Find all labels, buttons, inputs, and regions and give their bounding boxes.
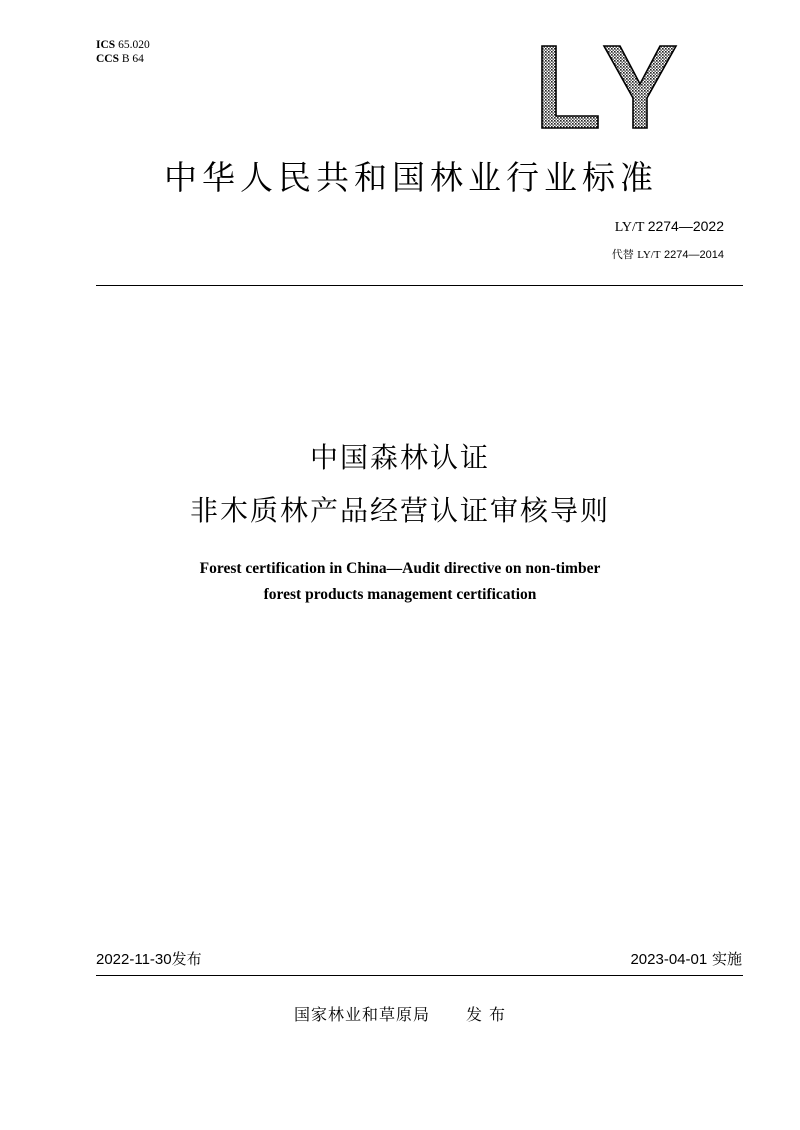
top-divider — [96, 285, 743, 286]
issuer — [0, 1002, 800, 1025]
standard-number — [615, 218, 724, 236]
issue-date — [96, 948, 202, 969]
implement-date — [630, 948, 742, 969]
classification-codes — [96, 38, 150, 66]
issuer-action: 发 布 — [465, 1005, 507, 1024]
ics-label: ICS — [96, 39, 116, 51]
ccs-code — [96, 52, 150, 66]
bottom-divider — [96, 975, 743, 976]
title-cn-line1: 中国森林认证 — [309, 441, 490, 474]
implement-date-value: 2023-04-01 — [630, 951, 708, 968]
ly-emblem-logo — [536, 42, 682, 134]
replaces-standard — [612, 246, 724, 262]
issue-date-value: 2022-11-30 — [96, 951, 172, 968]
ics-value: 65.020 — [118, 39, 150, 51]
ccs-value: B 64 — [121, 53, 144, 65]
emblem-letter-l — [542, 46, 598, 128]
replaces-number: 2274—2014 — [664, 249, 724, 261]
standard-code: LY/T — [614, 220, 645, 235]
ics-code — [96, 38, 150, 52]
replaces-prefix: 代替 — [611, 248, 634, 261]
title-cn-line2: 非木质林产品经营认证审核导则 — [189, 494, 610, 527]
standard-type-heading: 中华人民共和国林业行业标准 — [164, 158, 658, 197]
title-en-line1: Forest certification in China—Audit directive on non-timber — [199, 560, 601, 577]
ccs-label: CCS — [96, 53, 120, 65]
implement-date-label: 实施 — [711, 950, 742, 968]
title-en — [0, 556, 800, 608]
standard-number-value: 2274—2022 — [647, 218, 724, 234]
issuer-name: 国家林业和草原局 — [293, 1005, 430, 1024]
title-en-line2: forest products management certification — [263, 586, 537, 603]
replaces-code: LY/T — [637, 249, 661, 261]
emblem-letter-y — [604, 46, 676, 128]
issue-date-label: 发布 — [171, 950, 202, 968]
